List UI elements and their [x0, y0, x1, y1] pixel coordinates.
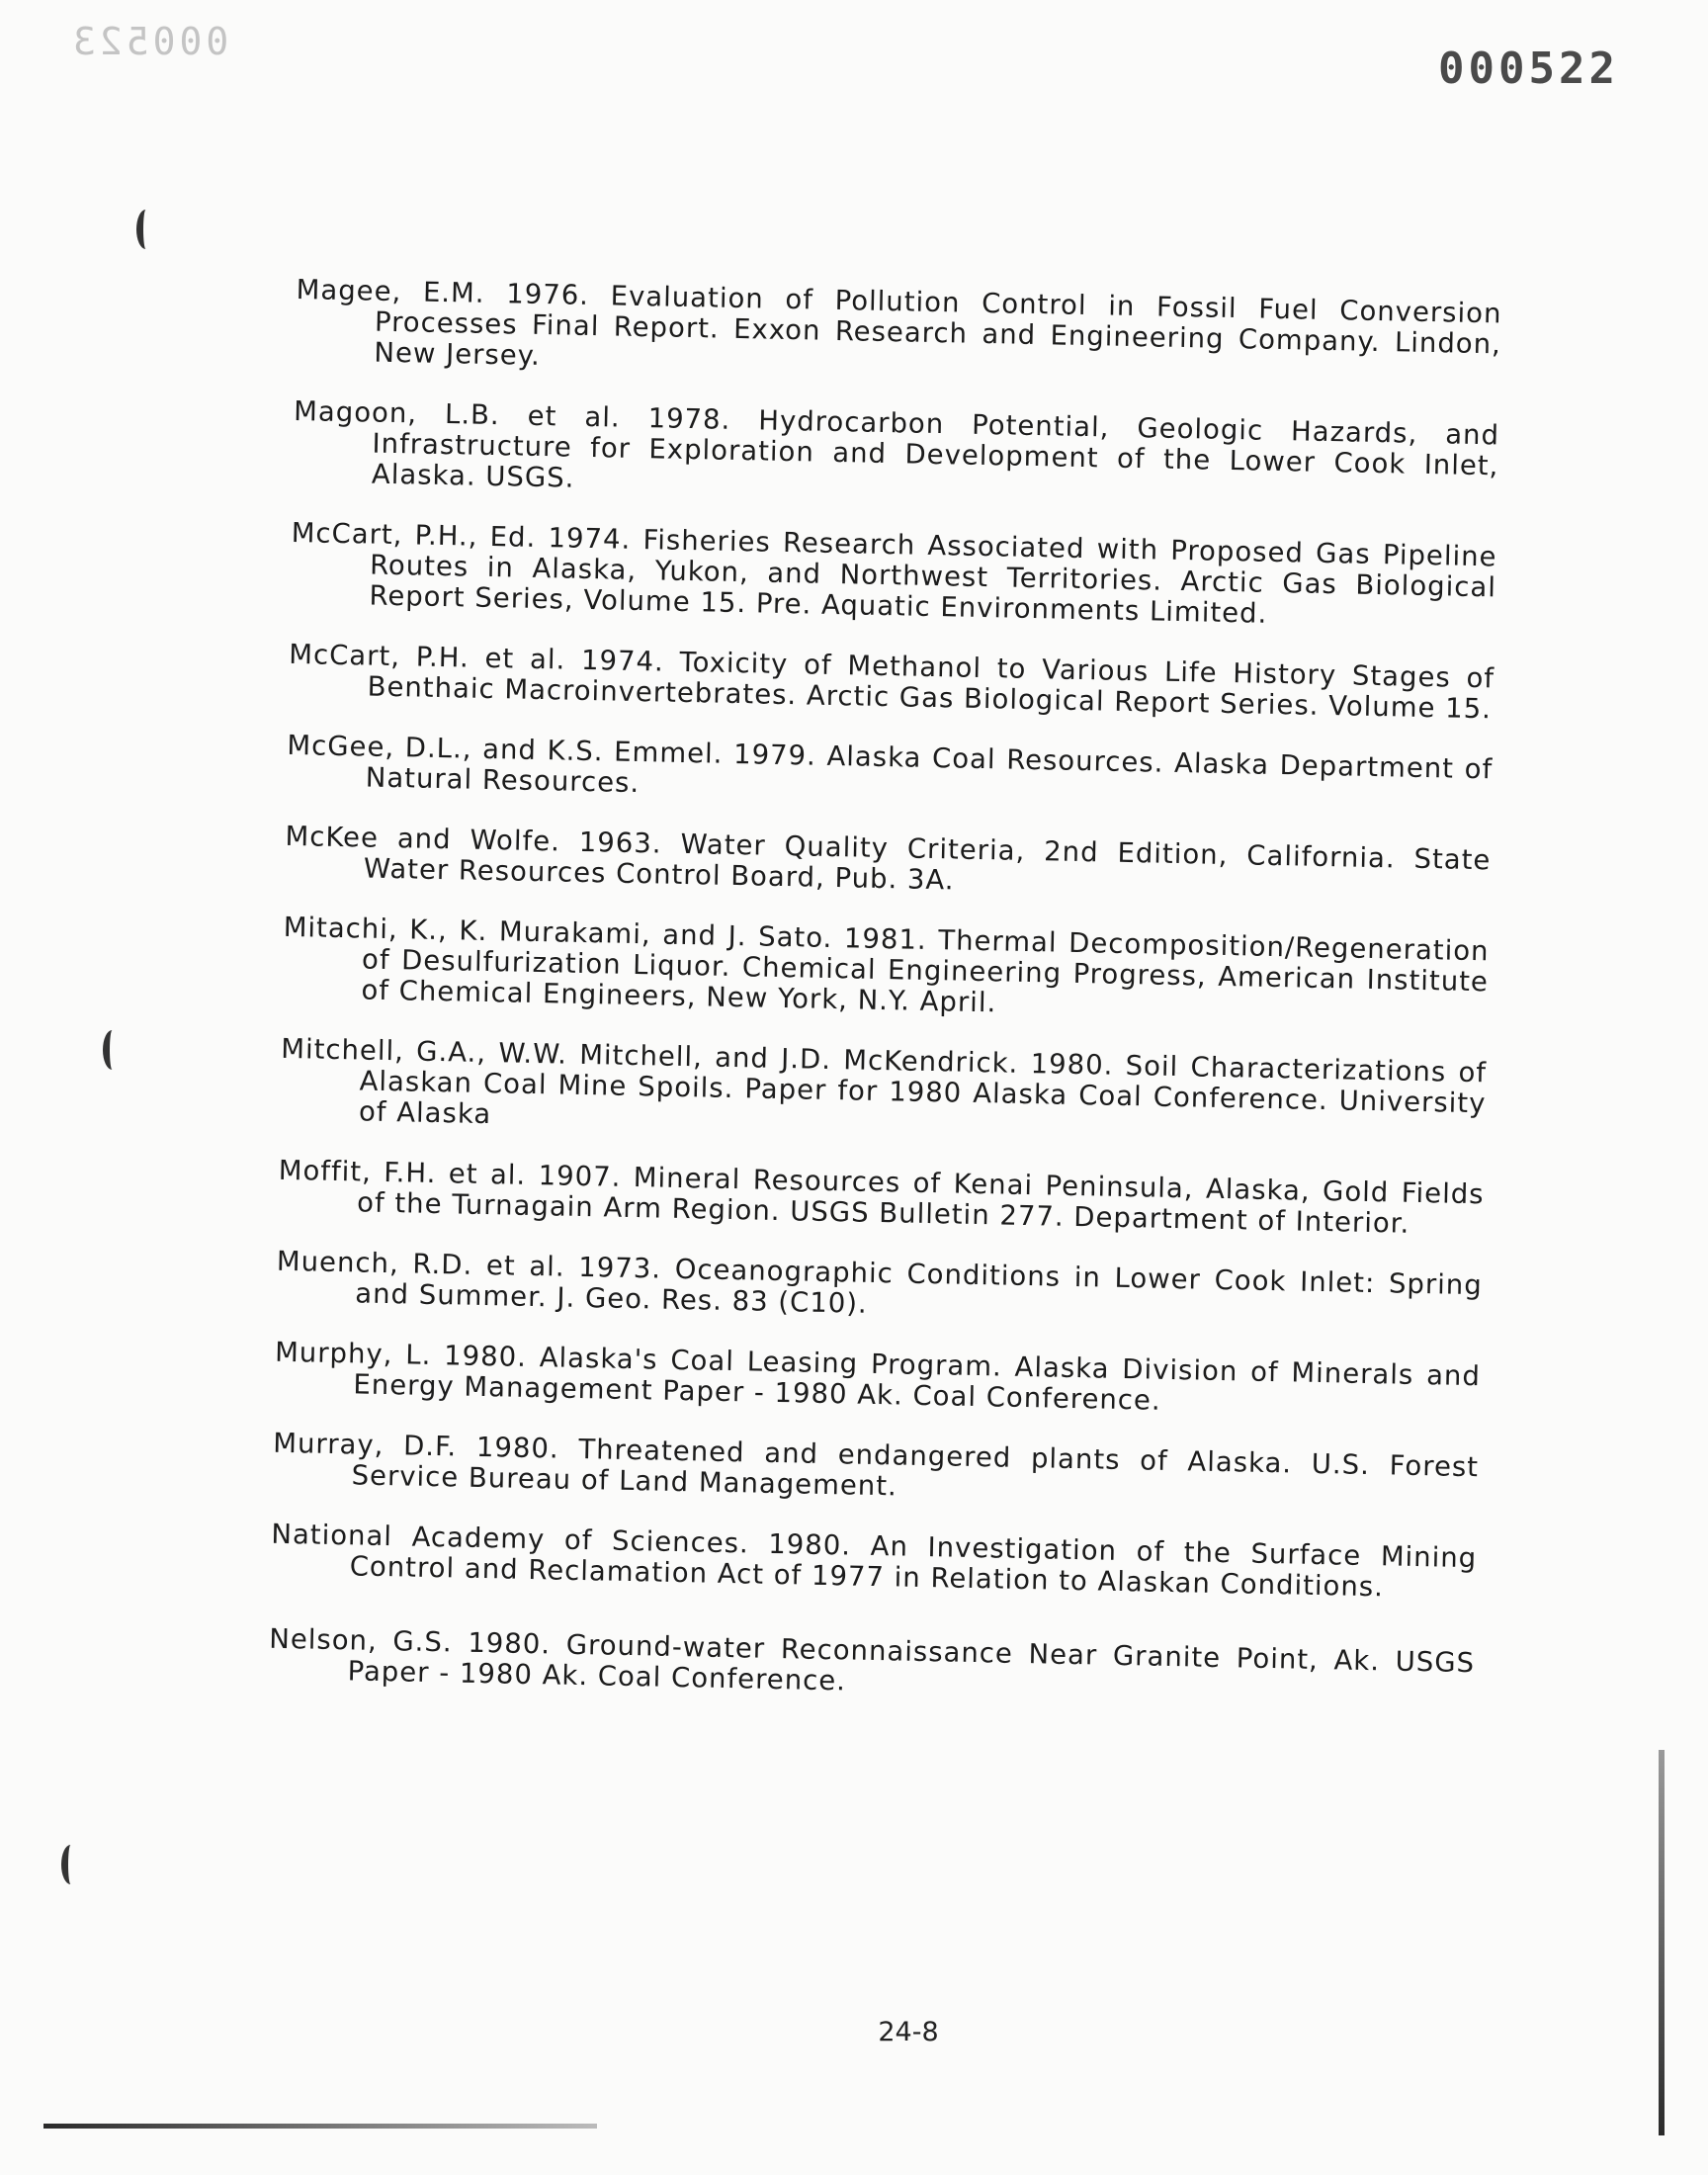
reference-entry: McGee, D.L., and K.S. Emmel. 1979. Alaska Coal Resources. Alaska Department of Natural Resources. [287, 729, 1494, 800]
reference-entry: Nelson, G.S. 1980. Ground-water Reconnaissance Near Granite Point, Ak. USGS Paper - 1980 Ak. Coal Conference. [268, 1622, 1476, 1697]
reference-entry: Mitchell, G.A., W.W. Mitchell, and J.D. McKendrick. 1980. Soil Characterizations of Alaskan Coal Mine Spoils. Paper for 1980 Alaska Coal Conference. University of Alaska [280, 1032, 1488, 1131]
reference-entry: Murphy, L. 1980. Alaska's Coal Leasing Program. Alaska Division of Minerals and Energy Management Paper - 1980 Ak. Coal Conference. [274, 1336, 1482, 1417]
reference-entry: McCart, P.H. et al. 1974. Toxicity of Methanol to Various Life History Stages of Benthaic Macroinvertebrates. Arctic Gas Biological Report Series. Volume 15. [288, 638, 1495, 726]
scan-edge-shadow [1659, 1750, 1665, 2135]
reference-entry: Magoon, L.B. et al. 1978. Hydrocarbon Potential, Geologic Hazards, and Infrastructure for Exploration and Development of the Lower Cook Inlet, Alaska. USGS. [293, 394, 1500, 494]
punch-hole-mark [61, 1845, 80, 1884]
reference-list [268, 275, 1502, 1739]
reference-entry: McCart, P.H., Ed. 1974. Fisheries Research Associated with Proposed Gas Pipeline Routes in Alaska, Yukon, and Northwest Territories. Arctic Gas Biological Report Series, Volume 15. Pre. Aquatic Environments Limited. [291, 516, 1497, 630]
scan-edge-shadow [43, 2124, 597, 2129]
reference-entry: Muench, R.D. et al. 1973. Oceanographic Conditions in Lower Cook Inlet: Spring and Summer. J. Geo. Res. 83 (C10). [276, 1245, 1484, 1320]
bleed-through-page-number: 000523 [69, 20, 229, 63]
punch-hole-mark [103, 1030, 122, 1070]
reference-entry: McKee and Wolfe. 1963. Water Quality Criteria, 2nd Edition, California. State Water Resources Control Board, Pub. 3A. [285, 820, 1492, 897]
page-footer-number: 24-8 [878, 2017, 939, 2047]
reference-entry: National Academy of Sciences. 1980. An Investigation of the Surface Mining Control and Reclamation Act of 1977 in Relation to Alaskan Conditions. [271, 1518, 1478, 1604]
reference-entry: Murray, D.F. 1980. Threatened and endangered plants of Alaska. U.S. Forest Service Bureau of Land Management. [272, 1427, 1480, 1503]
reference-entry: Moffit, F.H. et al. 1907. Mineral Resources of Kenai Peninsula, Alaska, Gold Fields of the Turnagain Arm Region. USGS Bulletin 277. Department of Interior. [278, 1154, 1485, 1240]
bates-page-number: 000522 [1438, 44, 1619, 94]
reference-entry: Mitachi, K., K. Murakami, and J. Sato. 1981. Thermal Decomposition/Regeneration of Desulfurization Liquor. Chemical Engineering Progress, American Institute of Chemical Engineers, New York, N.Y. April. [283, 911, 1490, 1019]
punch-hole-mark [136, 210, 155, 249]
reference-entry: Magee, E.M. 1976. Evaluation of Pollution Control in Fossil Fuel Conversion Processes Final Report. Exxon Research and Engineering Company. Lindon, New Jersey. [296, 274, 1502, 372]
